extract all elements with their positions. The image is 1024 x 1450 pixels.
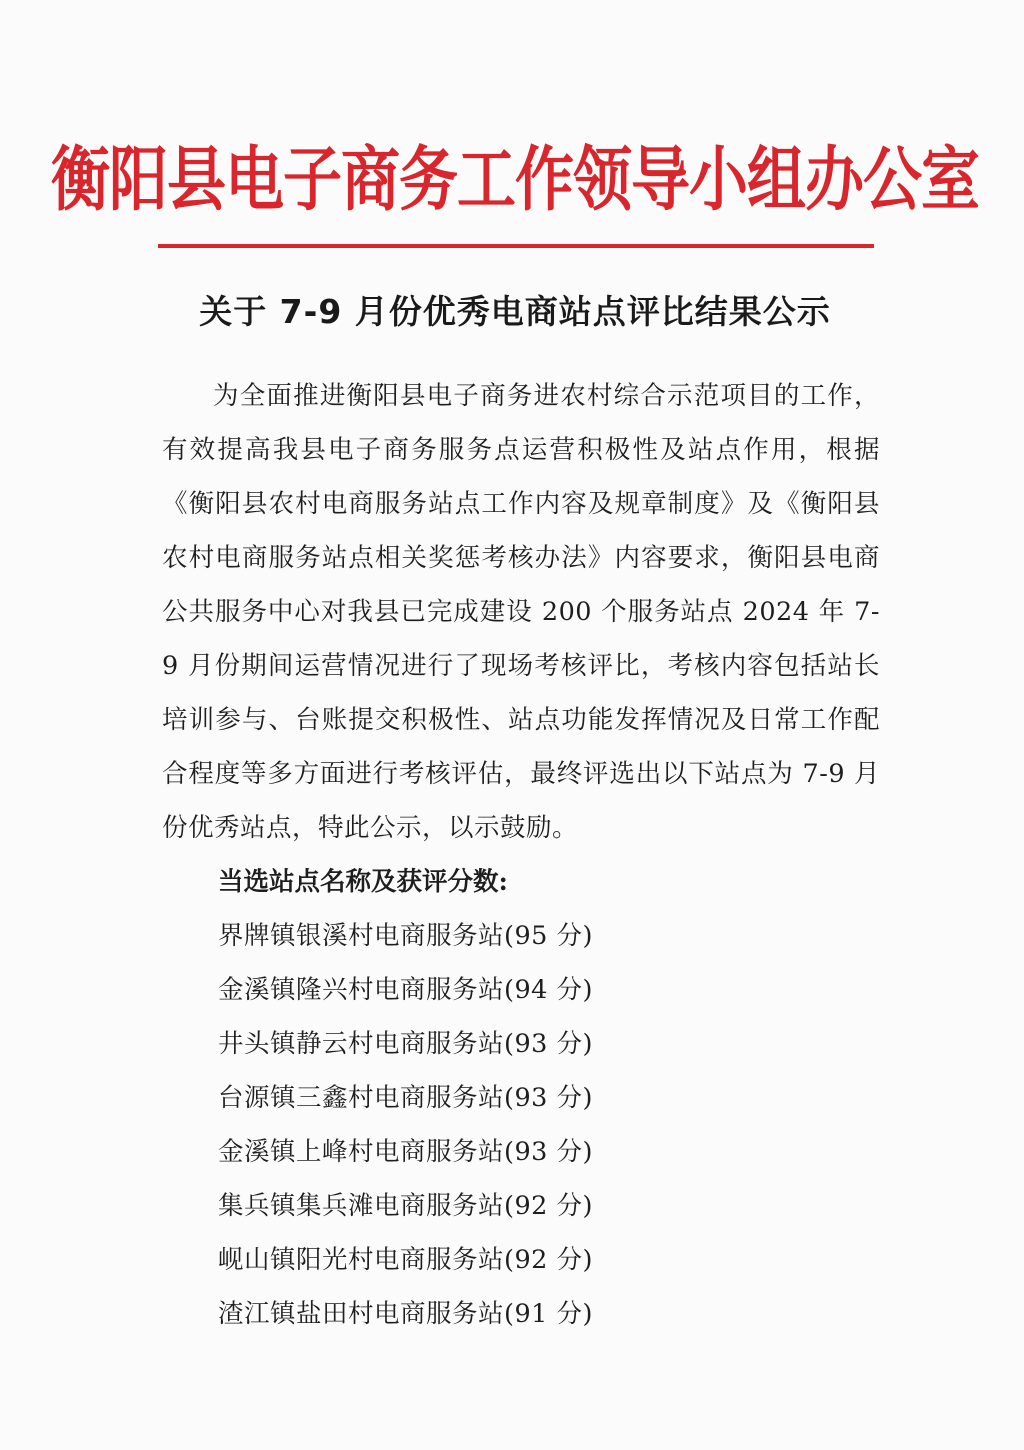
list-item: 渣江镇盐田村电商服务站(91 分) (218, 1299, 593, 1329)
document-title: 关于 7-9 月份优秀电商站点评比结果公示 (199, 292, 831, 331)
list-item: 金溪镇隆兴村电商服务站(94 分) (218, 975, 593, 1005)
station-list (218, 909, 593, 1341)
body-paragraph: 为全面推进衡阳县电子商务进农村综合示范项目的工作，有效提高我县电子商务服务点运营积极性及站点作用，根据《衡阳县农村电商服务站点工作内容及规章制度》及《衡阳县农村电商服务站点相关奖惩考核办法》内容要求，衡阳县电商公共服务中心对我县已完成建设 200 个服务站点 2024 年 7-9 月份期间运营情况进行了现场考核评比，考核内容包括站长培训参与、台账提交积极性、站点功能发挥情况及日常工作配合程度等多方面进行考核评估，最终评选出以下站点为 7-9 月份优秀站点，特此公示，以示鼓励。 (162, 381, 880, 843)
list-heading: 当选站点名称及获评分数: (218, 867, 508, 897)
list-item: 金溪镇上峰村电商服务站(93 分) (218, 1137, 593, 1167)
list-item: 界牌镇银溪村电商服务站(95 分) (218, 921, 593, 951)
list-item: 集兵镇集兵滩电商服务站(92 分) (218, 1191, 593, 1221)
list-item: 台源镇三鑫村电商服务站(93 分) (218, 1083, 593, 1113)
red-divider-line (158, 244, 874, 248)
issuer-header: 衡阳县电子商务工作领导小组办公室 (51, 138, 980, 220)
list-item: 岘山镇阳光村电商服务站(92 分) (218, 1245, 593, 1275)
list-item: 井头镇静云村电商服务站(93 分) (218, 1029, 593, 1059)
